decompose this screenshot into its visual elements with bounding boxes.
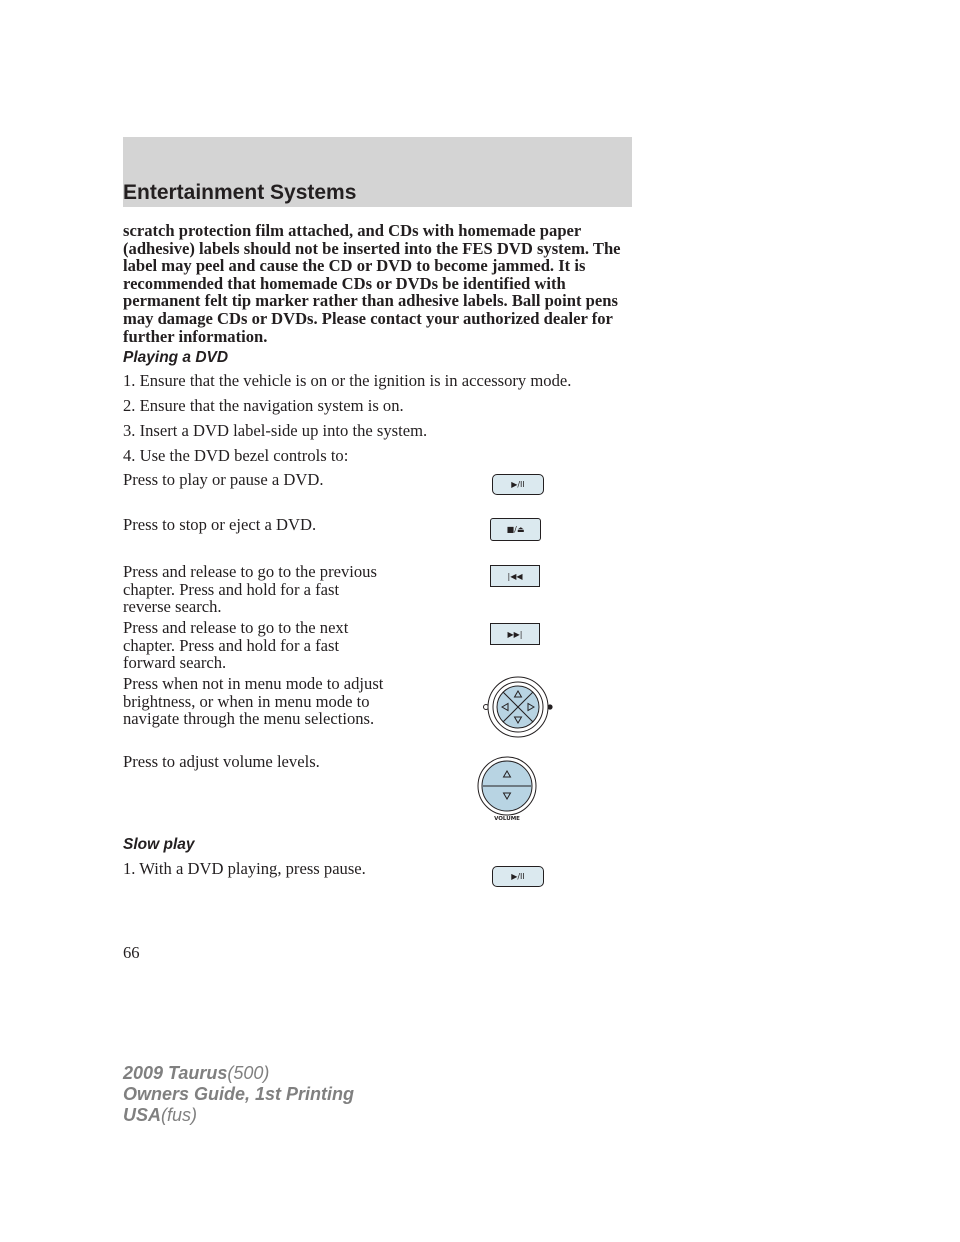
control-desc-stop-eject: Press to stop or eject a DVD. [123, 515, 317, 534]
previous-chapter-icon: |◀◀ [490, 565, 540, 587]
control-desc-previous-chapter: Press and release to go to the previous chapter. Press and hold for a fast reverse search. [123, 562, 377, 617]
section-title: Entertainment Systems [123, 181, 357, 204]
slow-play-step-1: 1. With a DVD playing, press pause. [123, 859, 366, 878]
control-desc-volume: Press to adjust volume levels. [123, 752, 320, 771]
volume-label: VOLUME [494, 816, 520, 822]
volume-knob-icon [476, 756, 540, 822]
stop-eject-icon: ■/⏏ [490, 518, 541, 541]
step-2: 2. Ensure that the navigation system is on. [123, 396, 404, 415]
control-desc-brightness-navigation: Press when not in menu mode to adjust brightness, or when in menu mode to navigate through the menu selections. [123, 674, 384, 729]
footer-market: USA [123, 1105, 162, 1125]
play-pause-icon: ▶/II [492, 866, 544, 887]
control-desc-next-chapter: Press and release to go to the next chapter. Press and hold for a fast forward search. [123, 618, 349, 673]
footer-model-code: (500) [227, 1063, 270, 1083]
step-3: 3. Insert a DVD label-side up into the system. [123, 421, 428, 440]
warning-paragraph: scratch protection film attached, and CDs with homemade paper (adhesive) labels should not be inserted into the FES DVD system. The label may peel and cause the CD or DVD to become jammed. It is recommended that homemade CDs or DVDs be identified with permanent felt tip marker rather than adhesive labels. Ball point pens may damage CDs or DVDs. Please contact your authorized dealer for further information. [123, 221, 621, 346]
step-1: 1. Ensure that the vehicle is on or the ignition is in accessory mode. [123, 371, 572, 390]
footer-guide: Owners Guide, 1st Printing [123, 1084, 355, 1104]
subheading-slow-play: Slow play [123, 836, 195, 853]
document-footer [123, 1063, 354, 1126]
footer-market-code: (fus) [161, 1105, 198, 1125]
section-header-band [123, 137, 632, 207]
step-4: 4. Use the DVD bezel controls to: [123, 446, 349, 465]
footer-model: 2009 Taurus [123, 1063, 228, 1083]
brightness-navigation-pad-icon [479, 676, 561, 738]
control-desc-play-pause: Press to play or pause a DVD. [123, 470, 324, 489]
subheading-playing-dvd: Playing a DVD [123, 349, 229, 366]
play-pause-icon: ▶/II [492, 474, 544, 495]
next-chapter-icon: ▶▶| [490, 623, 540, 645]
page-number: 66 [123, 943, 140, 962]
